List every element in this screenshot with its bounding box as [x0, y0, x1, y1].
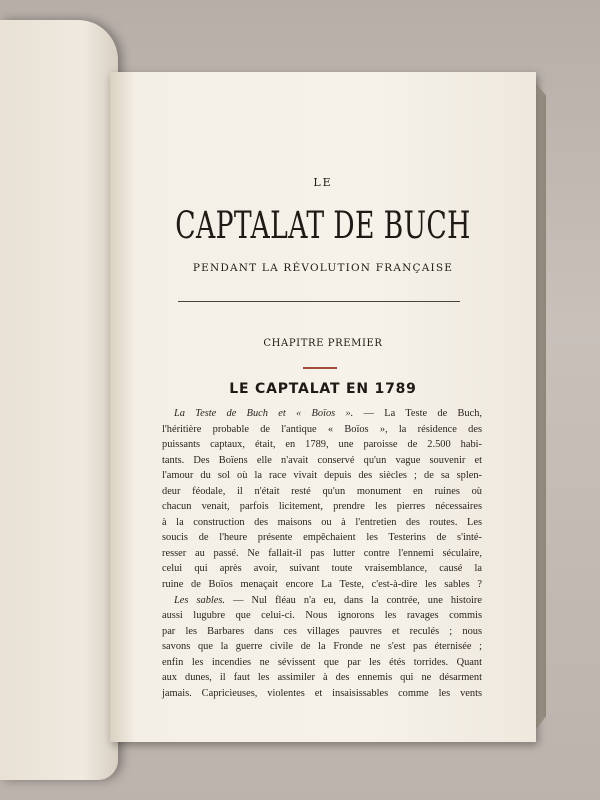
text-line: La Teste de Buch et « Boïos ». — La Teste de Buch, [174, 408, 482, 419]
book-page [110, 72, 536, 742]
paragraph-lead: Les sables. [174, 594, 226, 606]
paragraph-lead: La Teste de Buch et « Boïos ». [174, 408, 354, 419]
subtitle: PENDANT LA RÉVOLUTION FRANÇAISE [192, 262, 454, 274]
text-line: l'héritière probable de l'antique « Boïos », la résidence des [162, 423, 482, 435]
text-line: jamais. Capricieuses, violentes et insaisissables comme les vents [162, 687, 482, 699]
text-line: tants. Des Boïens elle n'avait conservé qu'un vague souvenir et [162, 454, 482, 466]
text-line: aux dunes, il faut les assimiler à des ennemis qui ne désarment [162, 672, 482, 684]
text-line: chacun venait, parfois licitement, prendre les pierres nécessaires [162, 501, 482, 513]
text-line: deur féodale, il n'était resté qu'un monument en ruines où [162, 485, 482, 497]
section-title: LE CAPTALAT EN 1789 [229, 381, 417, 397]
left-page [0, 20, 118, 780]
text-line: enfin les incendies ne sévissent que par les étés torrides. Quant [162, 656, 482, 668]
text-line: l'amour du sol où la race vivait depuis des siècles ; de sa splen- [162, 470, 482, 482]
text-line: soucis de l'heure présente empêchaient les Testerins de s'inté- [162, 532, 482, 544]
text-line: Les sables. — Nul fléau n'a eu, dans la contrée, une histoire [174, 594, 482, 606]
chapter-rule [303, 367, 337, 369]
text-line: savons que la guerre civile de la Fronde ne s'est pas éternisée ; [162, 641, 482, 653]
chapter-heading: CHAPITRE PREMIER [263, 338, 383, 349]
text-line: celui qui après avoir, suivant toute vraisemblance, causé la [162, 563, 482, 575]
text-line: à la construction des maisons ou à l'entretien des routes. Les [162, 516, 482, 528]
book-title: CAPTALAT DE BUCH [175, 204, 471, 247]
body-text [162, 406, 482, 701]
text-line: resser au passé. Ne fallait-il pas lutter contre l'ennemi séculaire, [162, 547, 482, 559]
text-line: aussi lugubre que celui-ci. Nous ignorons les ravages commis [162, 610, 482, 622]
text-line: puissants captaux, était, en 1789, une paroisse de 2.500 habi- [162, 439, 482, 451]
text-line: par les Barbares dans ces villages pauvres et reculés ; nous [162, 625, 482, 637]
text-line: ruine de Boïos menaçait encore La Teste, c'est-à-dire les sables ? [162, 579, 482, 591]
pre-title: LE [313, 176, 333, 189]
title-rule [178, 301, 460, 302]
